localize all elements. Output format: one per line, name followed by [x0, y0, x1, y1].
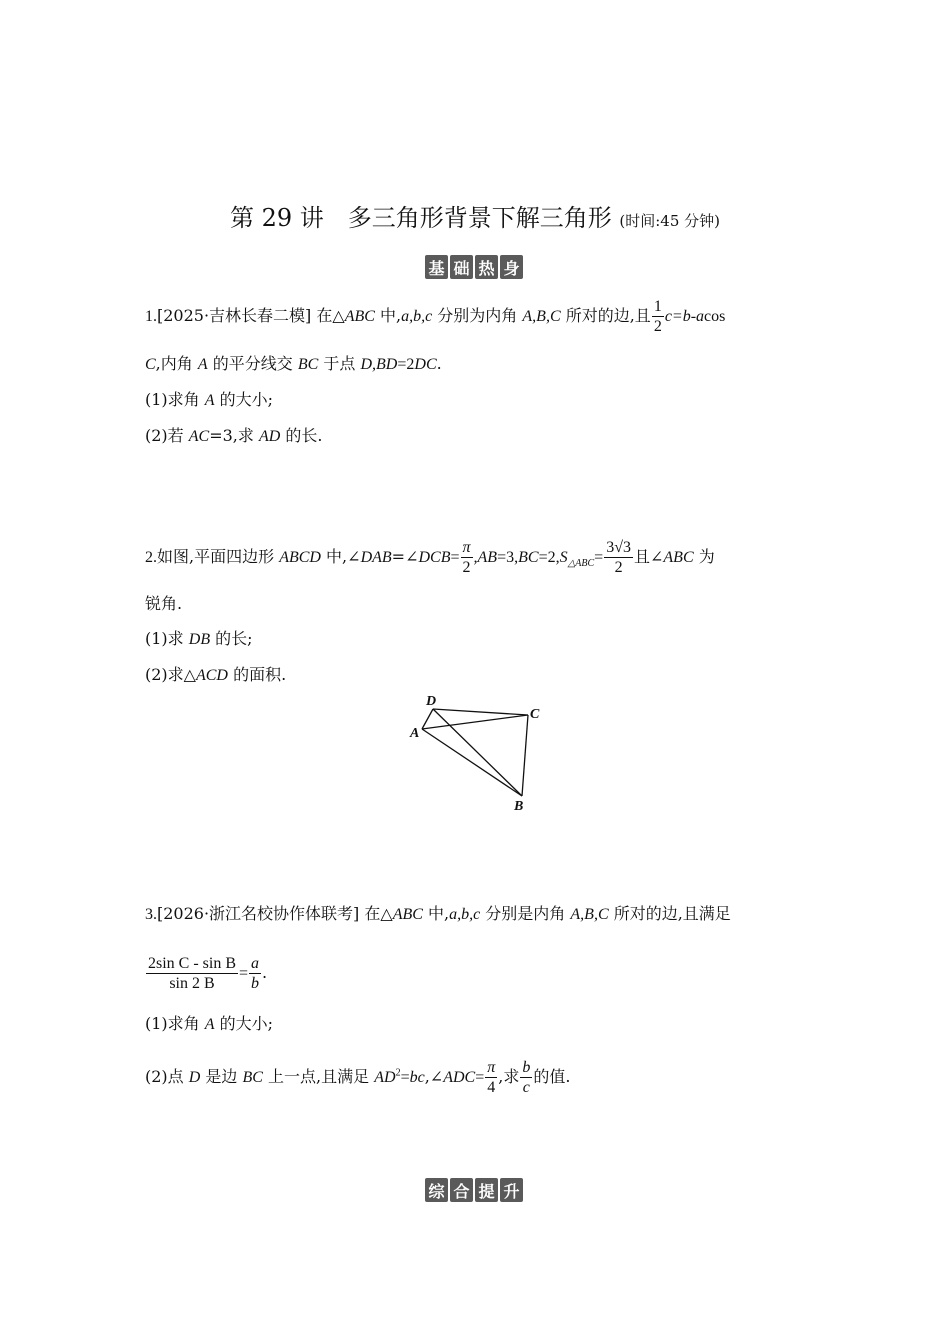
problem2-line2: 锐角.: [145, 594, 183, 613]
problem1-q2: (2)若 AC=3,求 AD 的长.: [145, 426, 323, 445]
badge-char: 基: [425, 255, 448, 279]
title-time: (时间:45 分钟): [619, 212, 721, 230]
badge-char: 热: [475, 255, 498, 279]
edge-dc: [433, 709, 528, 715]
quadrilateral-figure: [400, 688, 570, 818]
problem2-q1: (1)求 DB 的长;: [145, 629, 253, 648]
edge-ab: [422, 729, 522, 796]
problem3-q1: (1)求角 A 的大小;: [145, 1014, 274, 1033]
label-c: C: [530, 707, 540, 722]
badge-char: 升: [500, 1178, 523, 1202]
fraction-pi-over-4: $\frac{\pi}{4}$: [487, 1059, 496, 1096]
fraction-a-over-b: $\frac{a}{b}$: [251, 955, 260, 992]
edge-cb: [522, 715, 528, 796]
label-d: D: [426, 694, 437, 709]
label-a: A: [410, 726, 420, 741]
fraction-half: $\frac{1}{2}$: [653, 298, 662, 335]
problem3-q2: (2)点 D 是边 BC 上一点,且满足 $AD^2=bc,\angle ADC=$ $\frac{\pi}{4}$ ,求 $\frac{b}{c}$ 的值.: [145, 1059, 571, 1096]
fraction-b-over-c: $\frac{b}{c}$: [522, 1059, 531, 1096]
badge-char: 合: [450, 1178, 473, 1202]
fraction-sin-expression: $\frac{\text{2sin C - sin B}}{\sin 2 B}$: [148, 955, 237, 992]
label-b: B: [514, 799, 524, 814]
problem2-q2: (2)求△ACD 的面积.: [145, 665, 287, 684]
problem3-line1: 3.[2026·浙江名校协作体联考] 在△ABC 中,a,b,c 分别是内角 A,B,C 所对的边,且满足: [145, 904, 731, 923]
problem1-line2: C,内角 A 的平分线交 BC 于点 D,BD=2DC.: [145, 354, 442, 373]
badge-char: 身: [500, 255, 523, 279]
problem3-line2: $\frac{\text{2sin C - sin B}}{\sin 2 B}$ = $\frac{a}{b}$ .: [148, 955, 268, 992]
edge-ac: [422, 715, 528, 729]
page-title: [0, 198, 950, 233]
problem1-q1: (1)求角 A 的大小;: [145, 390, 274, 409]
section-badge-basic: [425, 255, 523, 279]
problem1-line1: 1.[2025·吉林长春二模] 在△ABC 中,a,b,c 分别为内角 A,B,C 所对的边,且 $\frac{1}{2}$ c=b-acos: [145, 298, 726, 335]
badge-char: 综: [425, 1178, 448, 1202]
problem2-line1: 2.如图,平面四边形 ABCD 中,∠DAB=∠DCB= $\frac{\pi}{2}$ $,AB=3,BC=2,S_{\triangle ABC}=$ $\frac{3√3}{2}$ 且∠ABC 为: [145, 539, 715, 576]
fraction-area: $\frac{3√3}{2}$: [606, 539, 631, 576]
badge-char: 础: [450, 255, 473, 279]
badge-char: 提: [475, 1178, 498, 1202]
title-main: 第 29 讲 多三角形背景下解三角形: [229, 204, 612, 232]
fraction-pi-over-2: $\frac{\pi}{2}$: [462, 539, 471, 576]
section-badge-advanced: [425, 1178, 523, 1202]
edge-da: [422, 709, 433, 729]
